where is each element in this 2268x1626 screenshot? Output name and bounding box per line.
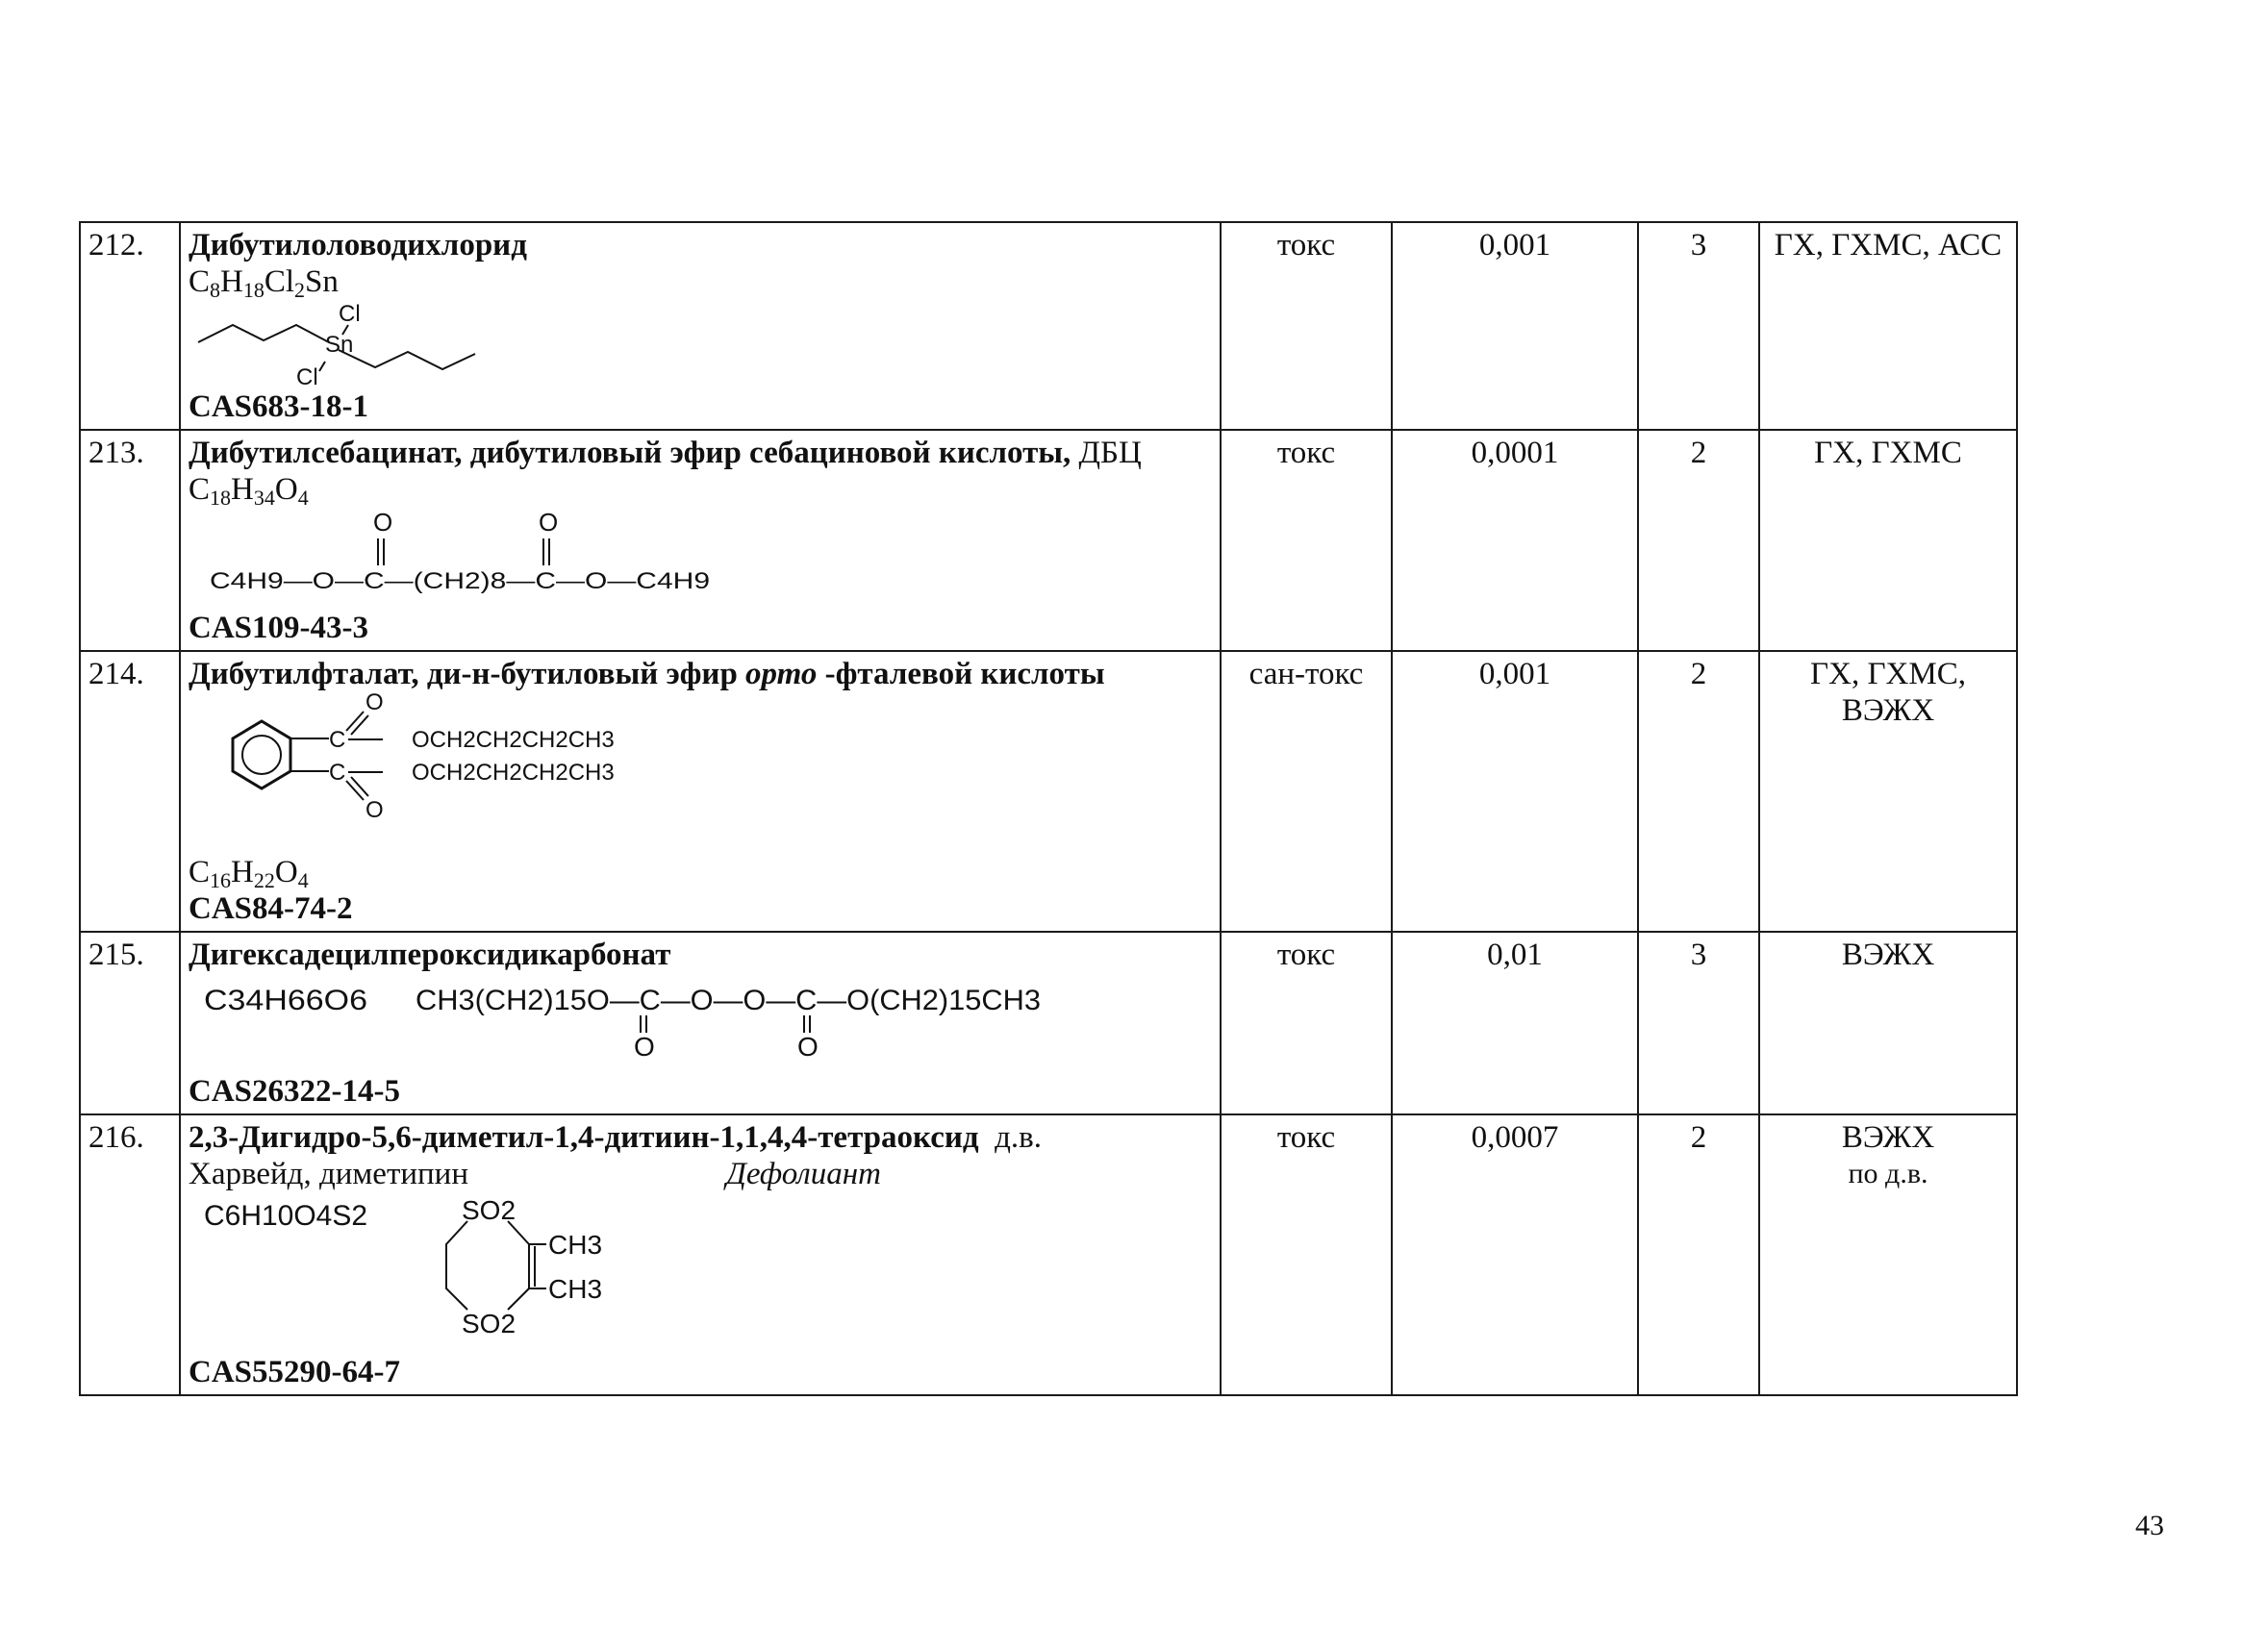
methyl-label: CH3: [548, 1274, 603, 1304]
row-number: 215.: [80, 932, 180, 1114]
sulfonyl-label: SO2: [462, 1309, 517, 1337]
substance-name: Дигексадецилпероксидикарбонат: [189, 938, 671, 972]
class-cell: 2: [1638, 1114, 1759, 1395]
substance-abbreviation: ДБЦ: [1078, 436, 1142, 470]
oxygen-label: O: [365, 692, 384, 715]
substance-name: Дибутилоловодихлорид: [189, 228, 527, 263]
oxygen-label: O: [365, 797, 384, 823]
substance-cell: [180, 1114, 1221, 1395]
carbon-label: C: [329, 727, 346, 753]
value-cell: 0,001: [1392, 222, 1638, 430]
value-cell: 0,0001: [1392, 430, 1638, 651]
substance-cell: [180, 222, 1221, 430]
butoxy-group: OCH2CH2CH2CH3: [412, 760, 615, 786]
hazard-cell: сан-токс: [1221, 651, 1392, 932]
hazard-cell: токс: [1221, 932, 1392, 1114]
method-value: ВЭЖХ: [1841, 1120, 1935, 1155]
class-cell: 2: [1638, 651, 1759, 932]
value-cell: 0,01: [1392, 932, 1638, 1114]
substance-cell: [180, 932, 1221, 1114]
method-cell: ГХ, ГХМС, ВЭЖХ: [1759, 651, 2017, 932]
substance-name: Дибутилсебацинат, дибутиловый эфир себациновой кислоты,: [189, 436, 1071, 470]
butoxy-group: OCH2CH2CH2CH3: [412, 727, 615, 753]
carbon-label: C: [329, 760, 346, 786]
oxygen-label: O: [373, 508, 393, 537]
peroxy-chain: CH3(CH2)15O—C—O—O—C—O(CH2)15CH3: [416, 985, 1041, 1016]
molecular-formula: $C_{16}H_{22}O_4$: [189, 855, 309, 892]
sulfonyl-label: SO2: [462, 1195, 517, 1225]
molecular-formula: $C_{18}H_{34}O_4$: [189, 472, 309, 510]
structure-diagram: [194, 977, 1079, 1060]
molecular-formula: $C_8H_{18}Cl_2Sn$: [189, 264, 339, 302]
table-row-215: [80, 932, 2017, 1114]
active-substance-note: д.в.: [995, 1120, 1042, 1155]
substance-name: 2,3-Дигидро-5,6-диметил-1,4-дитиин-1,1,4,4-тетраоксид: [189, 1120, 979, 1155]
row-number: 212.: [80, 222, 180, 430]
table-row-213: [80, 430, 2017, 651]
cas-number: CAS84-74-2: [189, 891, 353, 926]
substance-cell: [180, 430, 1221, 651]
structure-diagram: [194, 508, 733, 594]
molecular-formula: C34H66O6: [204, 985, 367, 1016]
hazard-cell: токс: [1221, 1114, 1392, 1395]
method-note: по д.в.: [1848, 1158, 1928, 1189]
oxygen-label: O: [539, 508, 559, 537]
structure-diagram: [194, 300, 483, 388]
cas-number: CAS55290-64-7: [189, 1355, 400, 1389]
method-cell: ГХ, ГХМС: [1759, 430, 2017, 651]
structure-diagram: [194, 692, 637, 837]
structure-diagram: [194, 1192, 694, 1337]
value-cell: 0,0007: [1392, 1114, 1638, 1395]
hazard-cell: токс: [1221, 430, 1392, 651]
methyl-label: CH3: [548, 1230, 603, 1260]
substance-cell: [180, 651, 1221, 932]
method-cell: ВЭЖХ: [1759, 932, 2017, 1114]
table-row-214: [80, 651, 2017, 932]
table-row-216: [80, 1114, 2017, 1395]
synonyms: Харвейд, диметипин: [189, 1157, 469, 1191]
cas-number: CAS109-43-3: [189, 611, 368, 645]
cas-number: CAS683-18-1: [189, 389, 368, 424]
substance-name: Дибутилфталат, ди-н-бутиловый эфир орто -фталевой кислоты: [189, 657, 1105, 691]
oxygen-label: O: [634, 1032, 655, 1060]
class-cell: 3: [1638, 222, 1759, 430]
hazard-cell: токс: [1221, 222, 1392, 430]
ester-chain: C4H9—O—C—(CH2)8—C—O—C4H9: [210, 568, 710, 594]
class-cell: 2: [1638, 430, 1759, 651]
value-cell: 0,001: [1392, 651, 1638, 932]
molecular-formula: C6H10O4S2: [204, 1200, 367, 1232]
substances-table: [79, 221, 2018, 1396]
method-cell: ГХ, ГХМС, АСС: [1759, 222, 2017, 430]
row-number: 216.: [80, 1114, 180, 1395]
use-category: Дефолиант: [725, 1157, 881, 1191]
ortho-italic: орто: [745, 657, 818, 691]
table-row-212: [80, 222, 2017, 430]
synonyms-line: [189, 1156, 996, 1192]
page-number: 43: [2135, 1510, 2164, 1541]
class-cell: 3: [1638, 932, 1759, 1114]
oxygen-label: O: [797, 1032, 819, 1060]
row-number: 214.: [80, 651, 180, 932]
cl-label: Cl: [339, 301, 361, 327]
cl-label: Cl: [296, 364, 318, 388]
method-cell: [1759, 1114, 2017, 1395]
sn-label: Sn: [325, 332, 354, 358]
cas-number: CAS26322-14-5: [189, 1074, 400, 1109]
row-number: 213.: [80, 430, 180, 651]
